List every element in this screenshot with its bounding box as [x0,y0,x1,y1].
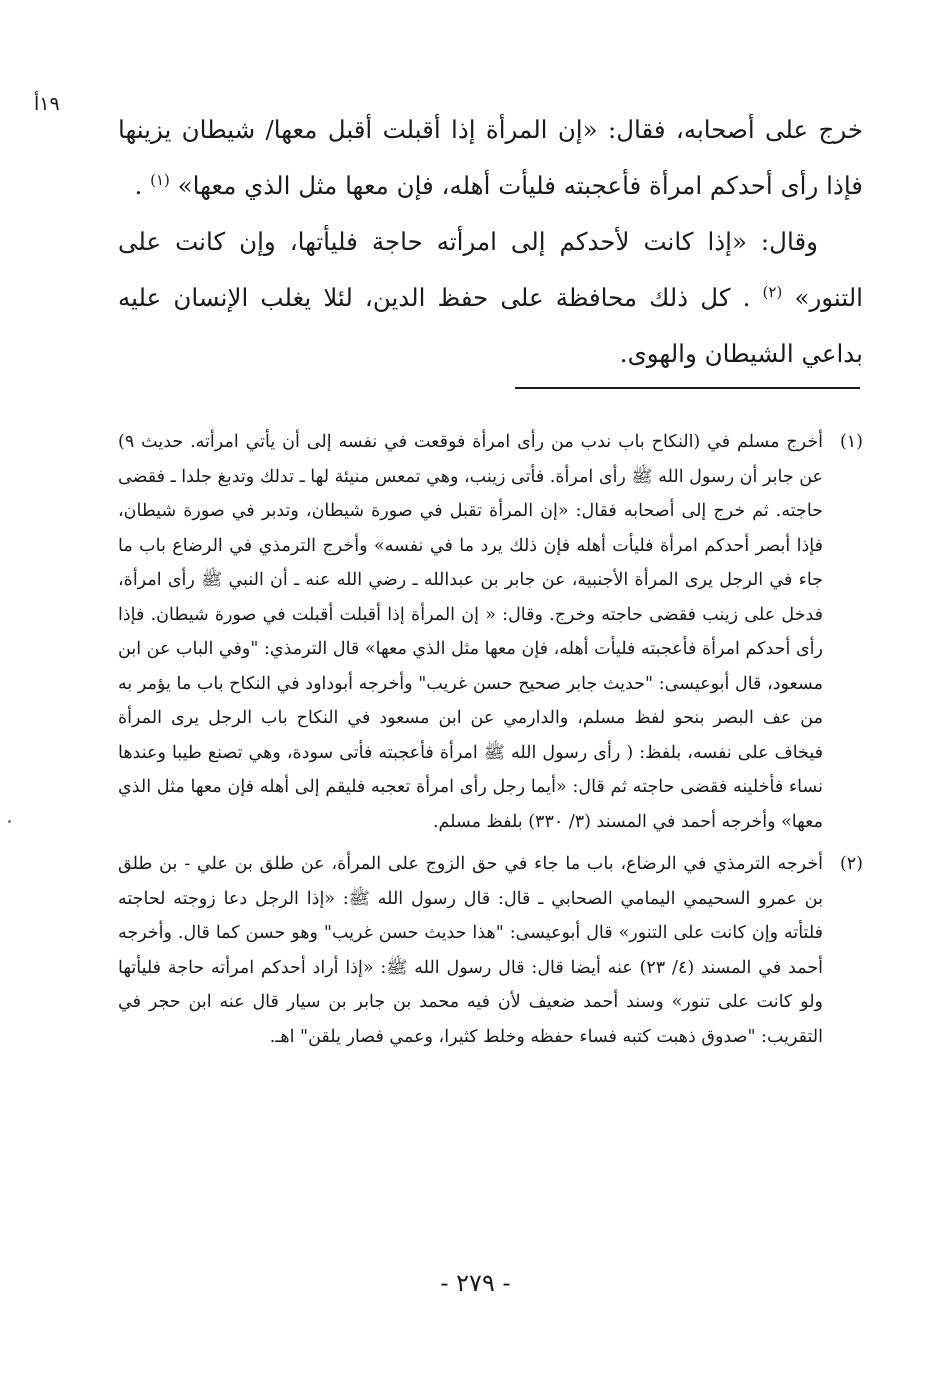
main-paragraph-2 [118,214,863,382]
footnote-1-text: أخرج مسلم في (النكاح باب ندب من رأى امرأة فوقعت في نفسه إلى أن يأتي امرأته. حديث ٩) عن جابر أن رسول الله ﷺ رأى امرأة. فأتى زينب، وهي تمعس منيئة لها ـ تدلك وتدبغ جلدا ـ فقضى حاجته. ثم خرج إلى أصحابه فقال: «إن المرأة تقبل في صورة شيطان، وتدبر في صورة شيطان، فإذا أبصر أحدكم امرأة فليأت أهله فإن ذلك يرد ما في نفسه» وأخرج الترمذي في الرضاع باب ما جاء في الرجل يرى المرأة الأجنبية، عن جابر بن عبدالله ـ رضي الله عنه ـ أن النبي ﷺ رأى امرأة، فدخل على زينب فقضى حاجته وخرج. وقال: « إن المرأة إذا أقبلت أقبلت في صورة شيطان. فإذا رأى أحدكم امرأة فأعجبته فليأت أهله، فإن معها مثل الذي معها» قال الترمذي: "وفي الباب عن ابن مسعود، قال أبوعيسى: "حديث جابر صحيح حسن غريب" وأخرجه أبوداود في النكاح باب ما يؤمر به من عف البصر بنحو لفظ مسلم، والدارمي عن ابن مسعود في النكاح باب الرجل يرى المرأة فيخاف على نفسه، بلفظ: ( رأى رسول الله ﷺ امرأة فأعجبته فأتى سودة، وهي تصنع طيبا وعندها نساء فأخلينه فقضى حاجته ثم قال: «أيما رجل رأى امرأة تعجبه فليقم إلى أهله فإن معها مثل الذي معها» وأخرجه أحمد في المسند (٣/ ٣٣٠) بلفظ مسلم. [118,432,823,832]
footnote-separator [515,387,860,389]
footnote-1-number: (١) [839,432,863,452]
main-paragraph-1-end: . [134,171,143,200]
margin-folio-note: ١٩أ [34,93,60,115]
footnote-2 [118,847,863,1054]
footnote-1 [118,425,863,839]
footnote-2-text: أخرجه الترمذي في الرضاع، باب ما جاء في حق الزوج على المرأة، عن طلق بن علي - بن طلق بن عمرو السحيمي اليمامي الصحابي ـ قال: قال رسول الله ﷺ: «إذا الرجل دعا زوجته لحاجته فلتأته وإن كانت على التنور» قال أبوعيسى: "هذا حديث حسن غريب" وهو حسن كما قال. وأخرجه أحمد في المسند (٤/ ٢٣) عنه أيضا قال: قال رسول الله ﷺ: «إذا أراد أحدكم امرأته حاجة فليأتها ولو كانت على تنور» وسند أحمد ضعيف لأن فيه محمد بن جابر بن سيار قال عنه ابن حجر في التقريب: "صدوق ذهبت كتبه فساء حفظه وخلط كثيرا، وعمي فصار يلقن" اهـ. [118,854,824,1047]
main-paragraph-2-text: وقال: «إذا كانت لأحدكم إلى امرأته حاجة فليأتها، وإن كانت على التنور» [118,227,863,312]
page-number: - ٢٧٩ - [440,1269,511,1297]
main-paragraph-1-text: خرج على أصحابه، فقال: «إن المرأة إذا أقبلت أقبل معها/ شيطان يزينها فإذا رأى أحدكم امرأة فأعجبته فليأت أهله، فإن معها مثل الذي معها» [118,115,863,200]
footnotes [118,425,863,1062]
scan-speck [8,820,11,823]
main-paragraph-1 [118,102,863,214]
footnote-ref-2: (٢) [762,282,783,301]
main-paragraph-2-end: . كل ذلك محافظة على حفظ الدين، لئلا يغلب الإنسان عليه بداعي الشيطان والهوى. [118,283,863,368]
footnote-2-number: (٢) [839,854,863,874]
footnote-ref-1: (١) [150,170,170,189]
main-text [118,102,863,382]
